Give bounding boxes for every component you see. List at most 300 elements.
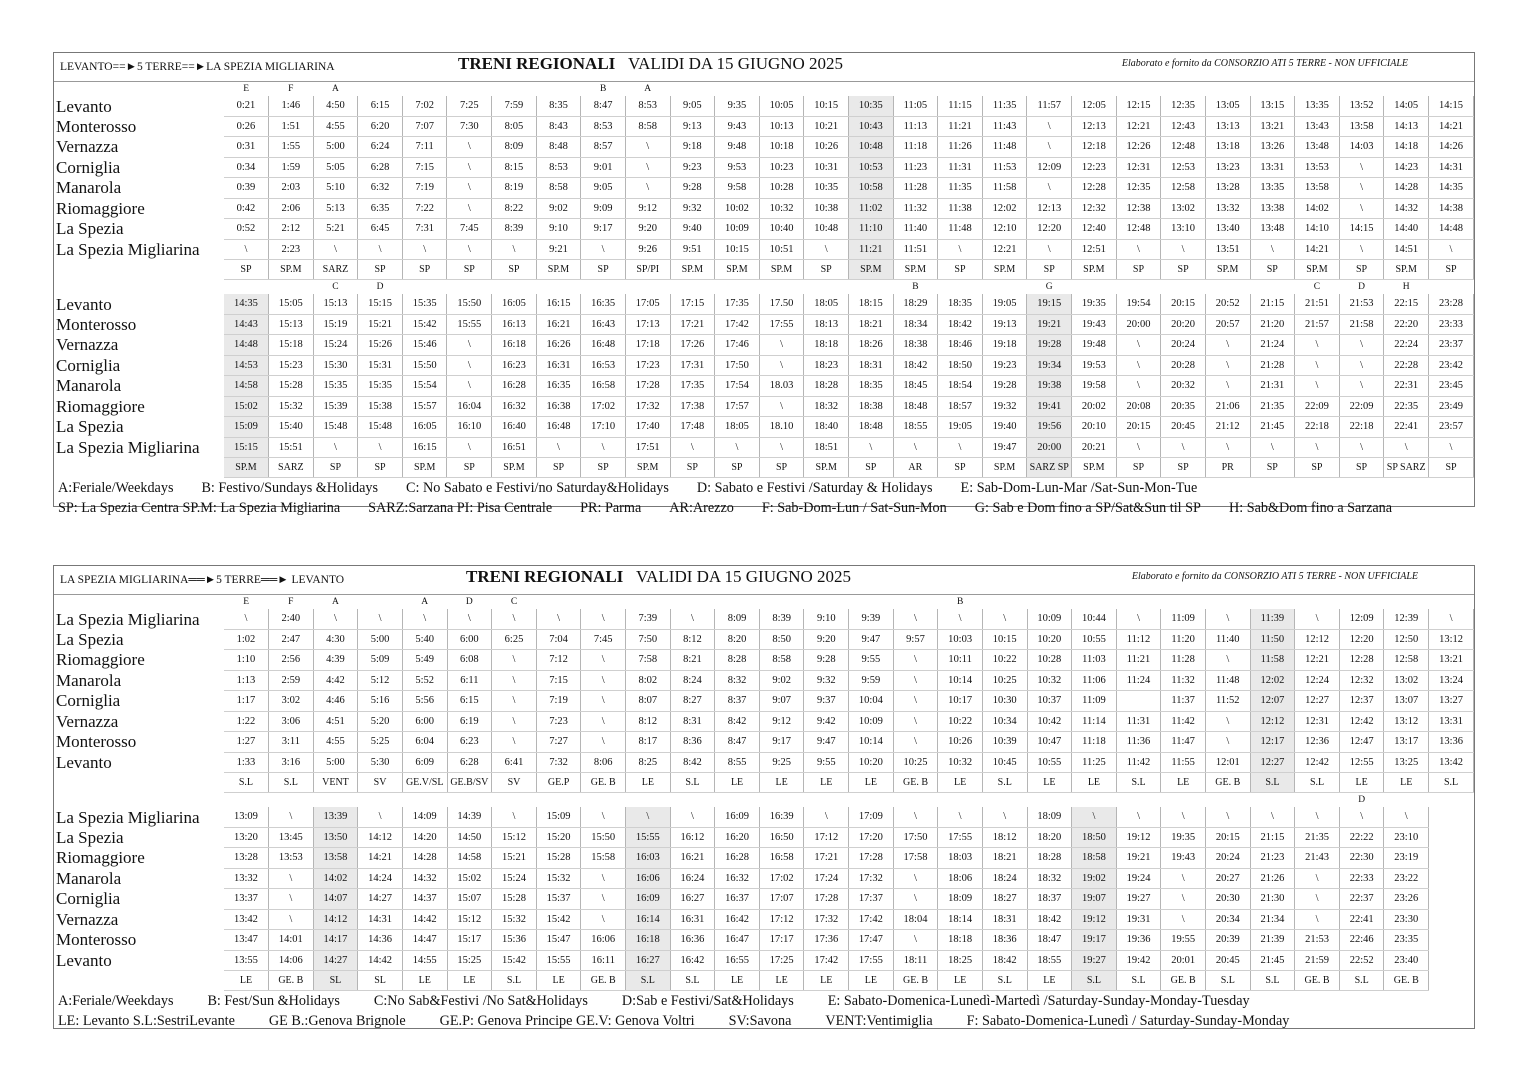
departure-time: 20:15 — [1161, 294, 1206, 314]
departure-time: 17:05 — [625, 294, 670, 314]
departure-time: 15:28 — [492, 889, 537, 910]
departure-time: \ — [893, 930, 938, 951]
legend — [54, 478, 1474, 518]
departure-time: 16:27 — [670, 889, 715, 910]
departure-time: 10:15 — [804, 96, 849, 116]
departure-time: 8:42 — [670, 752, 715, 773]
departure-time: 14:01 — [269, 930, 314, 951]
departure-time: \ — [1384, 807, 1429, 827]
service-code — [447, 82, 492, 96]
service-code — [1161, 280, 1206, 295]
service-code — [849, 793, 894, 808]
departure-time: 19:27 — [1116, 889, 1161, 910]
departure-time: 14:31 — [358, 909, 403, 930]
departure-time: 7:15 — [402, 157, 447, 178]
destination-code: GE. B — [893, 773, 938, 793]
departure-time: 17:35 — [670, 376, 715, 397]
timetable-header — [54, 566, 1474, 595]
departure-time: \ — [1250, 437, 1295, 458]
destination-code: S.L — [1339, 971, 1384, 991]
service-code: E — [243, 84, 250, 94]
departure-time: 10:14 — [849, 732, 894, 753]
departure-time: 12:37 — [1339, 691, 1384, 712]
departure-time: 20:28 — [1161, 355, 1206, 376]
service-code — [848, 280, 893, 295]
destination-code: SP — [224, 260, 269, 280]
empty-cell — [54, 971, 224, 991]
departure-time: 20:10 — [1072, 417, 1117, 438]
departure-time: 15:46 — [402, 335, 447, 356]
departure-time: \ — [224, 609, 269, 629]
departure-time: 15:55 — [536, 950, 581, 971]
departure-time: 6:00 — [402, 711, 447, 732]
destination-code: LE — [938, 971, 983, 991]
departure-time: 16:48 — [536, 417, 581, 438]
departure-time: \ — [358, 239, 403, 260]
departure-time: 11:40 — [893, 219, 938, 240]
departure-time: \ — [447, 178, 492, 199]
departure-time: 11:18 — [1072, 732, 1117, 753]
departure-time: 10:13 — [759, 116, 804, 137]
service-code — [536, 82, 581, 96]
departure-time: 10:35 — [804, 178, 849, 199]
destination-code: LE — [1339, 773, 1384, 793]
departure-time: \ — [581, 437, 626, 458]
departure-time: 23:35 — [1384, 930, 1429, 951]
departure-time: 13:12 — [1429, 629, 1474, 650]
departure-time: 10:21 — [804, 116, 849, 137]
departure-time: 18:42 — [893, 355, 938, 376]
departure-time: 13:23 — [1205, 157, 1250, 178]
departure-time: 22:22 — [1339, 827, 1384, 848]
departure-time: 10:18 — [759, 137, 804, 158]
departure-time: 18:32 — [804, 396, 849, 417]
departure-time: 17:37 — [849, 889, 894, 910]
departure-time: 5:12 — [358, 670, 403, 691]
departure-time: 18:31 — [848, 355, 893, 376]
destination-code: SP.M — [625, 458, 670, 478]
departure-time: 17:32 — [849, 868, 894, 889]
destination-code: SP — [1116, 458, 1161, 478]
departure-time: \ — [893, 732, 938, 753]
service-code: A — [332, 597, 339, 607]
destination-code: GE. B — [581, 773, 626, 793]
departure-time: 19:12 — [1116, 827, 1161, 848]
departure-time: 9:59 — [849, 670, 894, 691]
destination-code: SP — [1250, 260, 1295, 280]
station-name: Corniglia — [56, 889, 121, 909]
destination-code: SP — [715, 458, 760, 478]
departure-time: 18:34 — [893, 314, 938, 335]
service-code-row — [54, 793, 1474, 808]
departure-time: 18:48 — [848, 417, 893, 438]
departure-time: 17:42 — [849, 909, 894, 930]
departure-time: \ — [670, 609, 715, 629]
departure-time: 11:48 — [1205, 670, 1250, 691]
departure-time: 16:05 — [402, 417, 447, 438]
departure-time: 19:34 — [1027, 355, 1072, 376]
departure-time: 10:22 — [938, 711, 983, 732]
destination-code: LE — [402, 971, 447, 991]
departure-time: 13:27 — [1429, 691, 1474, 712]
station-row — [54, 950, 1474, 971]
departure-time: 21:39 — [1250, 930, 1295, 951]
service-code — [1116, 82, 1161, 96]
departure-time: 1:10 — [224, 650, 269, 671]
departure-time: 11:02 — [848, 198, 893, 219]
destination-row — [54, 773, 1474, 793]
service-code — [982, 793, 1027, 808]
departure-time: 19:48 — [1072, 335, 1117, 356]
departure-time: 10:32 — [938, 752, 983, 773]
departure-time: 15:28 — [536, 848, 581, 869]
departure-time: 15:13 — [269, 314, 314, 335]
departure-time: 13:10 — [1161, 219, 1206, 240]
departure-time: 13:37 — [224, 889, 269, 910]
departure-time: 2:47 — [269, 629, 314, 650]
departure-time: 20:15 — [1205, 827, 1250, 848]
destination-code: GE. B — [269, 971, 314, 991]
departure-time: 10:44 — [1072, 609, 1117, 629]
departure-time: 8:43 — [536, 116, 581, 137]
departure-time: 16:32 — [492, 396, 537, 417]
departure-time: 20:27 — [1205, 868, 1250, 889]
departure-time: 7:15 — [536, 670, 581, 691]
destination-code: SP.M — [402, 458, 447, 478]
departure-time: 16:43 — [581, 314, 626, 335]
departure-time: 7:45 — [581, 629, 626, 650]
departure-time: 17:54 — [715, 376, 760, 397]
service-code — [1205, 82, 1250, 96]
departure-time: 21:57 — [1295, 314, 1340, 335]
departure-time: 2:23 — [269, 239, 314, 260]
departure-time: 9:20 — [625, 219, 670, 240]
departure-time: 10:09 — [715, 219, 760, 240]
station-name: La Spezia Migliarina — [56, 239, 200, 259]
departure-time: 14:47 — [402, 930, 447, 951]
departure-time: 20:24 — [1161, 335, 1206, 356]
service-code — [224, 793, 269, 808]
service-code — [715, 82, 760, 96]
departure-time: 5:56 — [402, 691, 447, 712]
destination-code: LE — [759, 971, 804, 991]
departure-time: 15:47 — [536, 930, 581, 951]
destination-code: SP.M — [1072, 458, 1117, 478]
departure-time: 23:28 — [1429, 294, 1474, 314]
legend-item: E: Sabato-Domenica-Lunedì-Martedì /Saturday-Sunday-Monday-Tuesday — [827, 993, 1250, 1009]
service-code: A — [644, 84, 652, 94]
departure-time: 17:55 — [938, 827, 983, 848]
departure-time: 19:21 — [1027, 314, 1072, 335]
departure-time: 10:20 — [849, 752, 894, 773]
departure-time: 22:24 — [1384, 335, 1429, 356]
destination-code: S.L — [982, 971, 1027, 991]
departure-time: 20:35 — [1161, 396, 1206, 417]
departure-time: 9:37 — [804, 691, 849, 712]
station-name: La Spezia Migliarina — [56, 807, 200, 827]
departure-time: 12:07 — [1250, 691, 1295, 712]
empty-cell — [54, 458, 224, 478]
departure-time: 14:26 — [1429, 137, 1474, 158]
departure-time: \ — [1339, 157, 1384, 178]
destination-code: SP.M — [804, 458, 849, 478]
departure-time: 7:25 — [447, 96, 492, 116]
empty-cell — [54, 280, 224, 295]
departure-time: 14:28 — [402, 848, 447, 869]
departure-time: 17:09 — [849, 807, 894, 827]
departure-time: 5:00 — [313, 137, 358, 158]
departure-time: 4:55 — [313, 116, 358, 137]
destination-code: SP — [804, 260, 849, 280]
departure-time: 16:35 — [581, 294, 626, 314]
departure-time: 18:38 — [848, 396, 893, 417]
service-code — [982, 82, 1027, 96]
departure-time: \ — [581, 650, 626, 671]
departure-time: 19:38 — [1027, 376, 1072, 397]
departure-time: 13:35 — [1250, 178, 1295, 199]
departure-time: 11:52 — [1205, 691, 1250, 712]
departure-time: 16:14 — [626, 909, 671, 930]
departure-time: 9:12 — [759, 711, 804, 732]
departure-time: 17:35 — [715, 294, 760, 314]
station-name: Levanto — [56, 752, 112, 772]
departure-time: 23:22 — [1384, 868, 1429, 889]
departure-time: 0:42 — [224, 198, 269, 219]
departure-time: 12:15 — [1116, 96, 1161, 116]
departure-time: 8:39 — [492, 219, 537, 240]
departure-time: 7:12 — [536, 650, 581, 671]
departure-time: 19:28 — [1027, 335, 1072, 356]
service-code — [626, 793, 671, 808]
departure-time: 1:46 — [269, 96, 314, 116]
timetable-grid — [54, 82, 1474, 478]
departure-time: 11:35 — [982, 96, 1027, 116]
departure-time: 21:53 — [1339, 294, 1384, 314]
timetable-levanto-to-la-spezia — [53, 52, 1475, 516]
departure-time: 9:23 — [670, 157, 715, 178]
destination-code: SP — [402, 260, 447, 280]
departure-time: 0:52 — [224, 219, 269, 240]
service-code — [1429, 595, 1474, 609]
service-code — [1339, 82, 1384, 96]
departure-time: 4:46 — [313, 691, 358, 712]
station-row — [54, 137, 1474, 158]
departure-time: 11:53 — [982, 157, 1027, 178]
departure-time: \ — [1339, 376, 1384, 397]
departure-time: 4:50 — [313, 96, 358, 116]
station-name: Vernazza — [56, 909, 119, 929]
destination-code: GE. B — [1161, 971, 1206, 991]
departure-time: 12:51 — [1072, 239, 1117, 260]
departure-time: 13:52 — [1339, 96, 1384, 116]
departure-time: 16:47 — [715, 930, 760, 951]
departure-time: 21:26 — [1250, 868, 1295, 889]
departure-time: 20:52 — [1205, 294, 1250, 314]
departure-time: \ — [492, 807, 537, 827]
departure-time: 13:21 — [1250, 116, 1295, 137]
station-name: Manarola — [56, 868, 122, 888]
departure-time: \ — [1161, 437, 1206, 458]
departure-time: 21:15 — [1250, 827, 1295, 848]
departure-time: 10:09 — [849, 711, 894, 732]
destination-code: LE — [536, 971, 581, 991]
destination-code: S.L — [670, 773, 715, 793]
destination-code: SP — [447, 458, 492, 478]
departure-time: 18:50 — [1072, 827, 1117, 848]
station-name: La Spezia — [56, 827, 124, 847]
departure-time: 7:23 — [536, 711, 581, 732]
departure-time: 16:26 — [536, 335, 581, 356]
departure-time: 22:15 — [1384, 294, 1429, 314]
station-name: Manarola — [56, 376, 122, 396]
legend-item: PR: Parma — [580, 500, 642, 516]
departure-time: 10:05 — [759, 96, 804, 116]
departure-time: 12:01 — [1205, 752, 1250, 773]
departure-time: 15:48 — [358, 417, 403, 438]
destination-code: S.L — [269, 773, 314, 793]
departure-time: \ — [1339, 239, 1384, 260]
departure-time: 10:03 — [938, 629, 983, 650]
departure-time: 9:02 — [759, 670, 804, 691]
departure-time: 16:18 — [626, 930, 671, 951]
destination-code: SP — [358, 260, 403, 280]
departure-time: 2:40 — [269, 609, 314, 629]
station-name: Levanto — [56, 294, 112, 314]
service-code — [670, 793, 715, 808]
station-name: La Spezia — [56, 219, 124, 239]
destination-code: LE — [1027, 773, 1072, 793]
departure-time: 14:15 — [1339, 219, 1384, 240]
departure-time: 11:10 — [848, 219, 893, 240]
departure-time: 14:06 — [269, 950, 314, 971]
destination-code: SP.M — [492, 458, 537, 478]
departure-time: 0:21 — [224, 96, 269, 116]
departure-time: 12:43 — [1161, 116, 1206, 137]
departure-time: 15:42 — [402, 314, 447, 335]
departure-time: 11:24 — [1116, 670, 1161, 691]
destination-code: LE — [1384, 773, 1429, 793]
departure-time: 21:43 — [1295, 848, 1340, 869]
departure-time: \ — [1205, 732, 1250, 753]
departure-time: 10:23 — [759, 157, 804, 178]
departure-time: 9:47 — [804, 732, 849, 753]
departure-time: 12:20 — [1027, 219, 1072, 240]
service-code: F — [288, 597, 294, 607]
departure-time: 15:57 — [402, 396, 447, 417]
timetable-la-spezia-to-levanto — [53, 565, 1475, 1029]
departure-time: 7:02 — [402, 96, 447, 116]
service-code: A — [421, 597, 429, 607]
departure-time: 17:55 — [849, 950, 894, 971]
departure-time: 16:50 — [759, 827, 804, 848]
departure-time: 13:42 — [1429, 752, 1474, 773]
departure-time: \ — [358, 609, 403, 629]
departure-time: 16:58 — [759, 848, 804, 869]
departure-time: 15:58 — [581, 848, 626, 869]
empty-cell — [54, 773, 224, 793]
destination-code: SP.M — [893, 260, 938, 280]
departure-time: 12:12 — [1250, 711, 1295, 732]
departure-time: 18:21 — [848, 314, 893, 335]
destination-code: S.L — [1116, 773, 1161, 793]
departure-time: 9:43 — [715, 116, 760, 137]
departure-time: \ — [581, 889, 626, 910]
destination-code: SP — [1250, 458, 1295, 478]
departure-time: 16:06 — [626, 868, 671, 889]
departure-time: 15:42 — [492, 950, 537, 971]
departure-time: 1:55 — [269, 137, 314, 158]
destination-code: LE — [224, 971, 269, 991]
departure-time: 8:39 — [759, 609, 804, 629]
service-code — [670, 82, 715, 96]
departure-time: 5:40 — [402, 629, 447, 650]
departure-time: 19:21 — [1116, 848, 1161, 869]
departure-time: \ — [804, 807, 849, 827]
departure-time: 10:26 — [804, 137, 849, 158]
departure-time: \ — [1384, 437, 1429, 458]
departure-time: \ — [581, 239, 626, 260]
service-code: A — [332, 84, 339, 94]
departure-time: 5:25 — [358, 732, 403, 753]
departure-time: \ — [625, 157, 670, 178]
destination-code: LE — [804, 971, 849, 991]
departure-time: 15:19 — [313, 314, 358, 335]
departure-time: 8:50 — [759, 629, 804, 650]
departure-time: 12:58 — [1384, 650, 1429, 671]
departure-time: \ — [1295, 868, 1340, 889]
destination-code: SARZ — [269, 458, 314, 478]
service-code-row — [54, 82, 1474, 96]
departure-time: \ — [313, 609, 358, 629]
station-row — [54, 335, 1474, 356]
departure-time: 8:25 — [626, 752, 671, 773]
legend-item: SARZ:Sarzana PI: Pisa Centrale — [368, 500, 553, 516]
destination-code: SP/PI — [625, 260, 670, 280]
departure-time: 9:07 — [759, 691, 804, 712]
departure-time: 8:31 — [670, 711, 715, 732]
departure-time: 18.10 — [759, 417, 804, 438]
legend-line — [58, 478, 1474, 498]
service-code — [938, 280, 983, 295]
departure-time: 9:12 — [625, 198, 670, 219]
departure-time: 18:26 — [848, 335, 893, 356]
departure-time: 12:21 — [1116, 116, 1161, 137]
departure-time: 15:35 — [358, 376, 403, 397]
destination-code: SP.M — [715, 260, 760, 280]
departure-time: 16:42 — [715, 909, 760, 930]
route-label: LA SPEZIA MIGLIARINA══►5 TERRE══► LEVANTO — [60, 574, 345, 586]
departure-time: 18:20 — [1027, 827, 1072, 848]
departure-time: 11:31 — [938, 157, 983, 178]
departure-time: 18:28 — [804, 376, 849, 397]
departure-time: 17:25 — [759, 950, 804, 971]
departure-time: 8:24 — [670, 670, 715, 691]
departure-time: 8:53 — [536, 157, 581, 178]
departure-time: 20:32 — [1161, 376, 1206, 397]
destination-code: SP — [1429, 458, 1474, 478]
departure-time: 9:57 — [893, 629, 938, 650]
destination-code: LE — [1072, 773, 1117, 793]
departure-time: 15:32 — [269, 396, 314, 417]
departure-time: 22:52 — [1339, 950, 1384, 971]
departure-time: 13:31 — [1429, 711, 1474, 732]
legend — [54, 991, 1474, 1031]
departure-time: \ — [1205, 335, 1250, 356]
destination-code: SP.M — [670, 260, 715, 280]
departure-time: 11:23 — [893, 157, 938, 178]
departure-time: 21:45 — [1250, 950, 1295, 971]
departure-time: 11:37 — [1161, 691, 1206, 712]
